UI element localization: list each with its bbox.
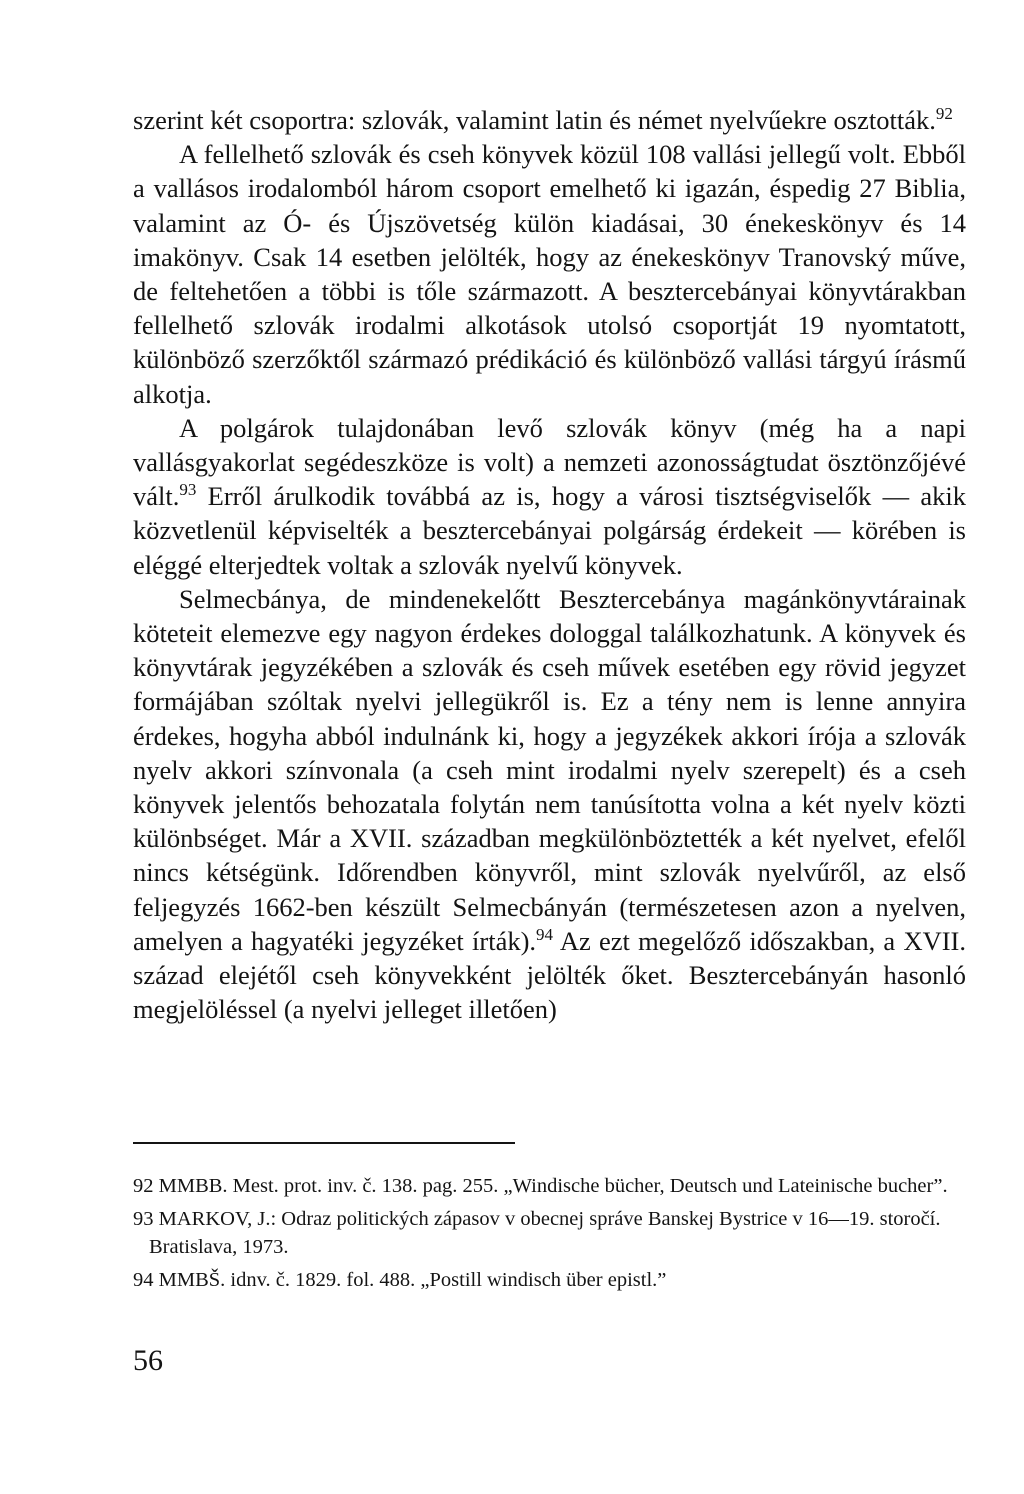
paragraph-2 <box>133 137 966 411</box>
footnote-ref-94[interactable]: 94 <box>536 924 554 944</box>
footnote-ref-92[interactable]: 92 <box>935 104 953 123</box>
footnote-92: 92 MMBB. Mest. prot. inv. č. 138. pag. 255. „Windische bücher, Deutsch und Lateinische bucher”. <box>133 1175 948 1197</box>
body-text <box>133 103 966 1026</box>
footnote-divider <box>133 1142 515 1144</box>
paragraph-4-text: Selmecbánya, de mindenekelőtt Besztercebánya magánkönyvtárainak köteteit elemezve egy nagyon érdekes dologgal találkozhatunk. A könyvek és könyvtárak jegyzékében a szlovák és cseh művek esetében egy rövid jegyzet formájában szóltak nyelvi jellegükről is. Ez a tény nem is lenne annyira érdekes, hogyha abból indulnánk ki, hogy a jegyzékek akkori írója a szlovák nyelv akkori színvonala (a cseh mint irodalmi nyelv szerepelt) és a cseh könyvek jelentős behozatala folytán nem tanúsította volna a két nyelv közti különbséget. Már a XVII. században megkülönböztették a két nyelvet, efelől nincs kétségünk. Időrendben könyvről, mint szlovák nyelvűről, az első feljegyzés 1662-ben készült Selmecbányán (természetesen azon a nyelven, amelyen a hagyatéki jegyzéket írták). <box>133 583 966 956</box>
paragraph-4 <box>133 582 966 1027</box>
paragraph-3-text-after: Erről árulkodik továbbá az is, hogy a városi tisztségviselők — akik közvetlenül képviselték a besztercebányai polgárság érdekeit — körében is eléggé elterjedtek voltak a szlovák nyelvű könyvek. <box>133 481 966 580</box>
page-number: 56 <box>133 1344 163 1377</box>
footnote-94: 94 MMBŠ. idnv. č. 1829. fol. 488. „Postill windisch über epistl.” <box>133 1268 667 1291</box>
footnote-ref-93[interactable]: 93 <box>179 480 197 500</box>
paragraph-2-text: A fellelhető szlovák és cseh könyvek közül 108 vallási jellegű volt. Ebből a vallásos irodalomból három csoport emelhető ki igazán, éspedig 27 Biblia, valamint az Ó- és Újszövetség külön kiadásai, 30 énekeskönyv és 14 imakönyv. Csak 14 esetben jelölték, hogy az énekeskönyv Tranovský műve, de feltehetően a többi is tőle származott. A besztercebányai könyvtárakban fellelhető szlovák irodalmi alkotások utolsó csoportját 19 nyomtatott, különböző szerzőktől származó prédikáció és különböző vallási tárgyú írásmű alkotja. <box>133 139 966 409</box>
paragraph-1-text: szerint két csoportra: szlovák, valamint latin és német nyelvűekre osztották. <box>133 105 936 135</box>
paragraph-4-text-after: Az ezt megelőző időszakban, a XVII. század elejétől cseh könyvekként jelölték őket. Besztercebányán hasonló megjelöléssel (a nyelvi jelleget illetően) <box>133 925 966 1025</box>
paragraph-3-text: A polgárok tulajdonában levő szlovák könyv (még ha a napi vallásgyakorlat segédeszköze is volt) a nemzeti azonosságtudat ösztönzőjévé vált. <box>133 412 966 512</box>
paragraph-1 <box>133 103 966 137</box>
footnotes <box>133 1172 966 1298</box>
footnote-93: 93 MARKOV, J.: Odraz politických zápasov v obecnej správe Banskej Bystrice v 16—19. storočí. Bratislava, 1973. <box>133 1207 941 1258</box>
paragraph-3 <box>133 411 966 582</box>
